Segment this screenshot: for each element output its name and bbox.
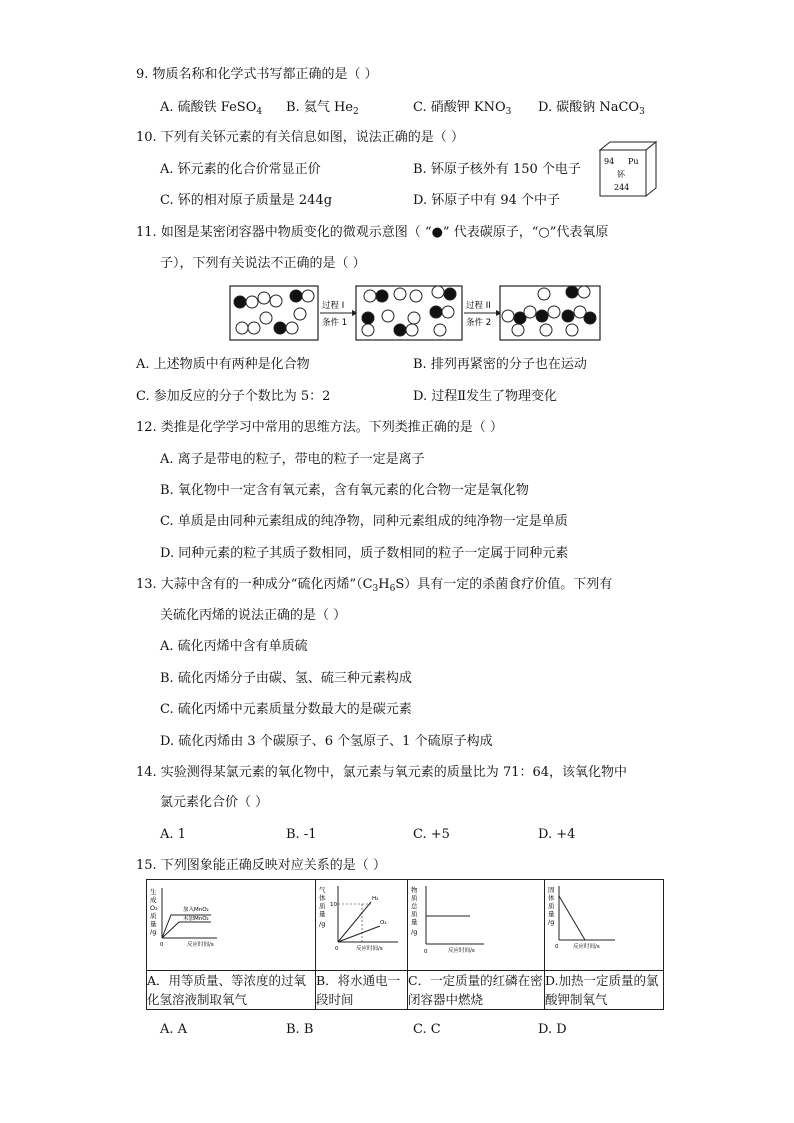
q13-option-a[interactable]: A. 硫化丙烯中含有单质硫 (160, 639, 308, 654)
q15-caption-d: D.加热一定质量的氯酸钾制氧气 (545, 971, 664, 1010)
element-symbol: Pu (628, 157, 639, 166)
q15-caption-c: C．一定质量的红磷在密闭容器中燃烧 (408, 971, 545, 1010)
svg-text:条件 1: 条件 1 (322, 318, 348, 328)
q10-option-a[interactable]: A. 钚元素的化合价常显正价 (160, 162, 321, 177)
svg-text:/g: /g (150, 928, 157, 936)
q13-stem-line2: 关硫化丙烯的说法正确的是（ ） (160, 608, 347, 623)
svg-text:过程 II: 过程 II (466, 301, 491, 311)
element-name: 钚 (617, 170, 625, 179)
svg-text:O₂: O₂ (380, 920, 387, 926)
svg-text:0: 0 (555, 944, 559, 950)
q9-option-c[interactable]: C. 硝酸钾 $KNO_3$ (413, 100, 512, 117)
svg-text:加入MnO₂: 加入MnO₂ (183, 907, 209, 913)
q14-stem-line2: 氯元素化合价（ ） (160, 795, 269, 810)
q11-stem-line2: 子），下列有关说法不正确的是（ ） (160, 256, 366, 271)
q11-option-c[interactable]: C. 参加反应的分子个数比为 5：2 (136, 389, 331, 404)
q13-option-c[interactable]: C. 硫化丙烯中元素质量分数最大的是碳元素 (160, 702, 412, 717)
q9-option-b[interactable]: B. 氦气 $He_2$ (286, 100, 359, 117)
svg-text:气: 气 (319, 886, 326, 894)
q15-option-c[interactable]: C. C (413, 1022, 441, 1037)
q14-option-d[interactable]: D. +4 (538, 827, 576, 842)
q14-option-c[interactable]: C. +5 (413, 827, 450, 842)
svg-text:体: 体 (319, 894, 326, 902)
q13-option-d[interactable]: D. 硫化丙烯由 3 个碳原子、6 个氢原子、1 个硫原子构成 (160, 734, 493, 749)
q15-graph-c-cell (408, 880, 545, 971)
q15-graph-b-cell (316, 880, 408, 971)
q11-molecule-diagram (228, 284, 603, 342)
svg-text:量: 量 (548, 910, 555, 918)
svg-text:未加MnO₂: 未加MnO₂ (183, 916, 209, 922)
svg-text:质: 质 (411, 910, 418, 918)
q14-stem-line1: 14. 实验测得某氯元素的氧化物中，氯元素与氧元素的质量比为 71：64，该氧化物中 (136, 765, 628, 780)
q15-graph-d (545, 880, 663, 966)
svg-text:量: 量 (411, 918, 418, 926)
svg-text:H₂: H₂ (372, 896, 379, 902)
svg-text:反应时间/s: 反应时间/s (573, 944, 600, 950)
q12-option-b[interactable]: B. 氧化物中一定含有氧元素，含有氧元素的化合物一定是氧化物 (160, 483, 529, 498)
q9-stem: 9. 物质名称和化学式书写都正确的是（ ） (136, 67, 378, 82)
q10-option-c[interactable]: C. 钚的相对原子质量是 244g (160, 193, 333, 208)
svg-text:0: 0 (160, 942, 164, 948)
svg-text:生: 生 (150, 888, 157, 896)
q9-option-a[interactable]: A. 硫酸铁 FeSO$_4$ (160, 100, 263, 117)
q10-stem: 10. 下列有关钚元素的有关信息如图，说法正确的是（ ） (136, 130, 464, 145)
q15-graph-b (316, 880, 407, 966)
q10-option-d[interactable]: D. 钚原子中有 94 个中子 (413, 193, 561, 208)
q11-option-d[interactable]: D. 过程Ⅱ发生了物理变化 (413, 389, 558, 404)
element-mass: 244 (614, 183, 630, 192)
q15-graph-c (408, 880, 544, 966)
q12-option-c[interactable]: C. 单质是由同种元素组成的纯净物，同种元素组成的纯净物一定是单质 (160, 514, 568, 529)
q15-option-a[interactable]: A. A (160, 1022, 188, 1037)
svg-text:条件 2: 条件 2 (466, 318, 492, 328)
q10-option-b[interactable]: B. 钚原子核外有 150 个电子 (413, 162, 581, 177)
q13-option-b[interactable]: B. 硫化丙烯分子由碳、氢、硫三种元素构成 (160, 671, 412, 686)
svg-text:量: 量 (150, 920, 157, 928)
svg-text:质: 质 (319, 902, 326, 910)
q11-option-b[interactable]: B. 排列再紧密的分子也在运动 (413, 357, 587, 372)
svg-text:过程 I: 过程 I (322, 301, 345, 311)
svg-text:量: 量 (319, 910, 326, 918)
q15-graph-d-cell (545, 880, 664, 971)
q15-option-d[interactable]: D. D (538, 1022, 567, 1037)
svg-text:/g: /g (411, 928, 418, 936)
svg-text:质: 质 (411, 894, 418, 902)
q15-graph-table (146, 879, 664, 1010)
svg-text:反应时间/s: 反应时间/s (448, 948, 475, 954)
q15-caption-b: B．将水通电一段时间 (316, 971, 408, 1010)
q14-option-a[interactable]: A. 1 (160, 827, 186, 842)
q12-stem: 12. 类推是化学学习中常用的思维方法。下列类推正确的是（ ） (136, 420, 503, 435)
element-card-pu (598, 140, 658, 200)
svg-text:反应时间/s: 反应时间/s (356, 946, 383, 952)
svg-text:0: 0 (335, 946, 339, 952)
svg-text:10: 10 (330, 902, 337, 908)
q11-stem-line1: 11. 如图是某密闭容器中物质变化的微观示意图（ “●” 代表碳原子，“○”代表氧原 (136, 225, 609, 240)
element-number: 94 (604, 157, 615, 166)
svg-text:反应时间/s: 反应时间/s (187, 942, 214, 948)
q15-option-b[interactable]: B. B (286, 1022, 314, 1037)
q13-stem-line1: 13. 大蒜中含有的一种成分“硫化丙烯$”(C_3H_6S)$具有一定的杀菌食疗价值。下列有 (136, 577, 613, 594)
svg-text:质: 质 (150, 912, 157, 920)
q12-option-a[interactable]: A. 离子是带电的粒子，带电的粒子一定是离子 (160, 452, 425, 467)
q14-option-b[interactable]: B. -1 (286, 827, 317, 842)
svg-text:成: 成 (150, 896, 157, 904)
svg-text:体: 体 (548, 894, 555, 902)
q15-graph-a (147, 880, 315, 966)
svg-text:质: 质 (548, 902, 555, 910)
q9-option-d[interactable]: D. 碳酸钠 NaCO$_3$ (538, 100, 645, 117)
svg-text:/g: /g (319, 920, 326, 928)
q15-graph-a-cell (147, 880, 316, 971)
q11-option-a[interactable]: A. 上述物质中有两种是化合物 (136, 357, 310, 372)
svg-text:0: 0 (424, 949, 428, 955)
svg-text:固: 固 (548, 886, 555, 894)
svg-text:总: 总 (411, 902, 418, 910)
svg-text:O₂: O₂ (150, 904, 158, 912)
svg-text:/g: /g (548, 918, 555, 926)
q12-option-d[interactable]: D. 同种元素的粒子其质子数相同，质子数相同的粒子一定属于同种元素 (160, 546, 569, 561)
q15-stem: 15. 下列图象能正确反映对应关系的是（ ） (136, 858, 386, 873)
svg-text:物: 物 (411, 886, 418, 894)
q15-caption-a: A．用等质量、等浓度的过氧化氢溶液制取氧气 (147, 971, 316, 1010)
